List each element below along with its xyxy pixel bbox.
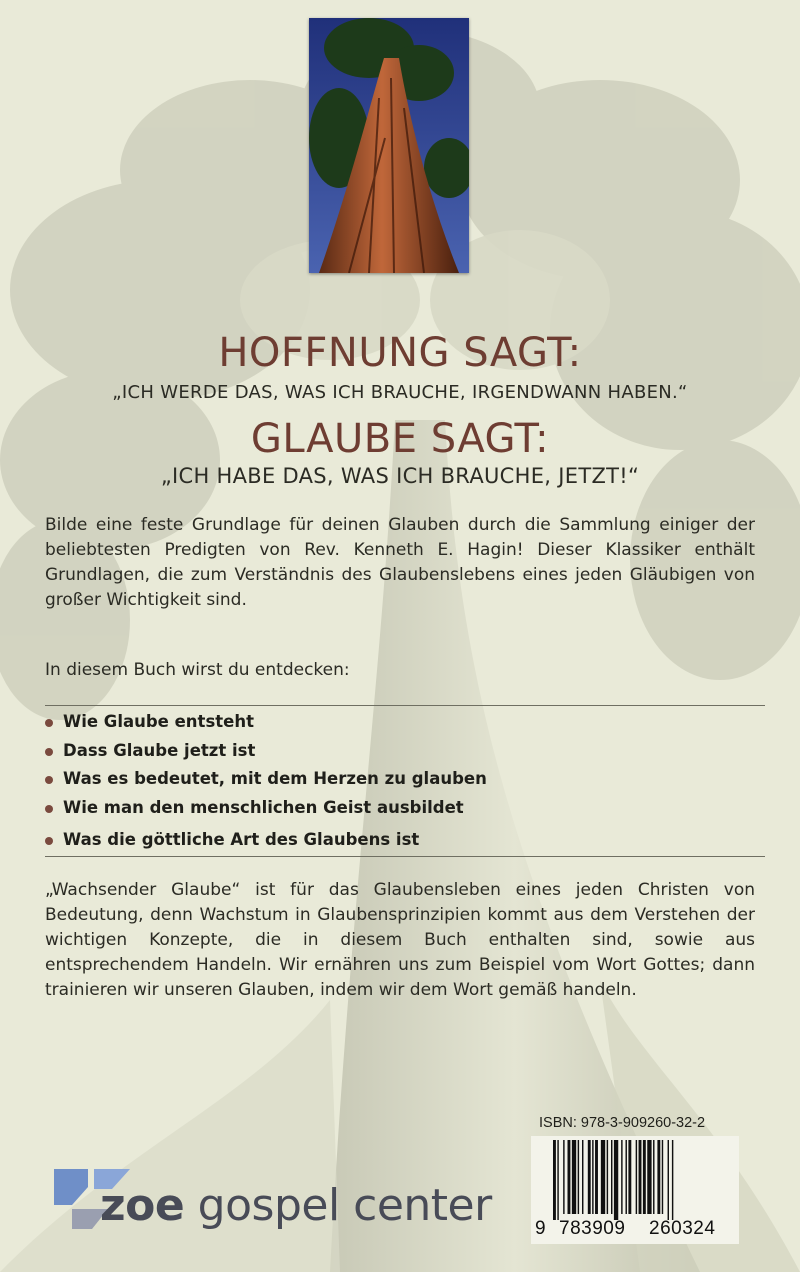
divider-bottom — [45, 856, 765, 857]
quote-faith: „ICH HABE DAS, WAS ICH BRAUCHE, JETZT!“ — [160, 464, 640, 488]
bullet-dot-icon — [45, 748, 53, 756]
headline-faith: GLAUBE SAGT: — [250, 416, 550, 462]
topic-list — [45, 708, 487, 855]
list-item: Dass Glaube jetzt ist — [45, 737, 487, 766]
zoe-logo-text: zoe gospel center — [100, 1180, 492, 1231]
barcode-digit-group-2: 260324 — [649, 1218, 716, 1239]
divider-top — [45, 705, 765, 706]
closing-paragraph: „Wachsender Glaube“ ist für das Glaubensleben eines jeden Christen von Bedeutung, denn Wachstum in Glaubensprinzipien kommt aus dem Verstehen der wichtigen Konzepte, die in diesem Buch enthalten sind, sowie aus entsprechendem Handeln. Wir ernähren uns zum Beispiel vom Wort Gottes; dann trainieren wir unseren Glauben, indem wir dem Wort gemäß handeln. — [45, 880, 755, 1000]
sequoia-photo — [309, 18, 469, 273]
list-item: Was die göttliche Art des Glaubens ist — [45, 826, 487, 855]
headline-hope: HOFFNUNG SAGT: — [218, 330, 582, 376]
barcode-digit-prefix: 9 — [535, 1218, 547, 1239]
barcode-bars — [531, 1136, 739, 1220]
barcode-digit-group-1: 783909 — [559, 1218, 626, 1239]
bullet-dot-icon — [45, 837, 53, 845]
isbn-label: ISBN: 978-3-909260-32-2 — [539, 1115, 706, 1131]
quote-hope: „ICH WERDE DAS, WAS ICH BRAUCHE, IRGENDWANN HABEN.“ — [112, 382, 688, 403]
list-item: Wie man den menschlichen Geist ausbildet — [45, 794, 487, 823]
list-item: Was es bedeutet, mit dem Herzen zu glauben — [45, 765, 487, 794]
bullet-dot-icon — [45, 776, 53, 784]
barcode — [531, 1136, 739, 1244]
description-paragraph: Bilde eine feste Grundlage für deinen Glauben durch die Sammlung einiger der beliebtesten Predigten von Rev. Kenneth E. Hagin! Dieser Klassiker enthält Grundlagen, die zum Verständnis des Glaubenslebens eines jeden Gläubigen von großer Wichtigkeit sind. — [45, 515, 755, 610]
bullet-dot-icon — [45, 719, 53, 727]
list-intro: In diesem Buch wirst du entdecken: — [45, 660, 350, 680]
list-item: Wie Glaube entsteht — [45, 708, 487, 737]
bullet-dot-icon — [45, 805, 53, 813]
